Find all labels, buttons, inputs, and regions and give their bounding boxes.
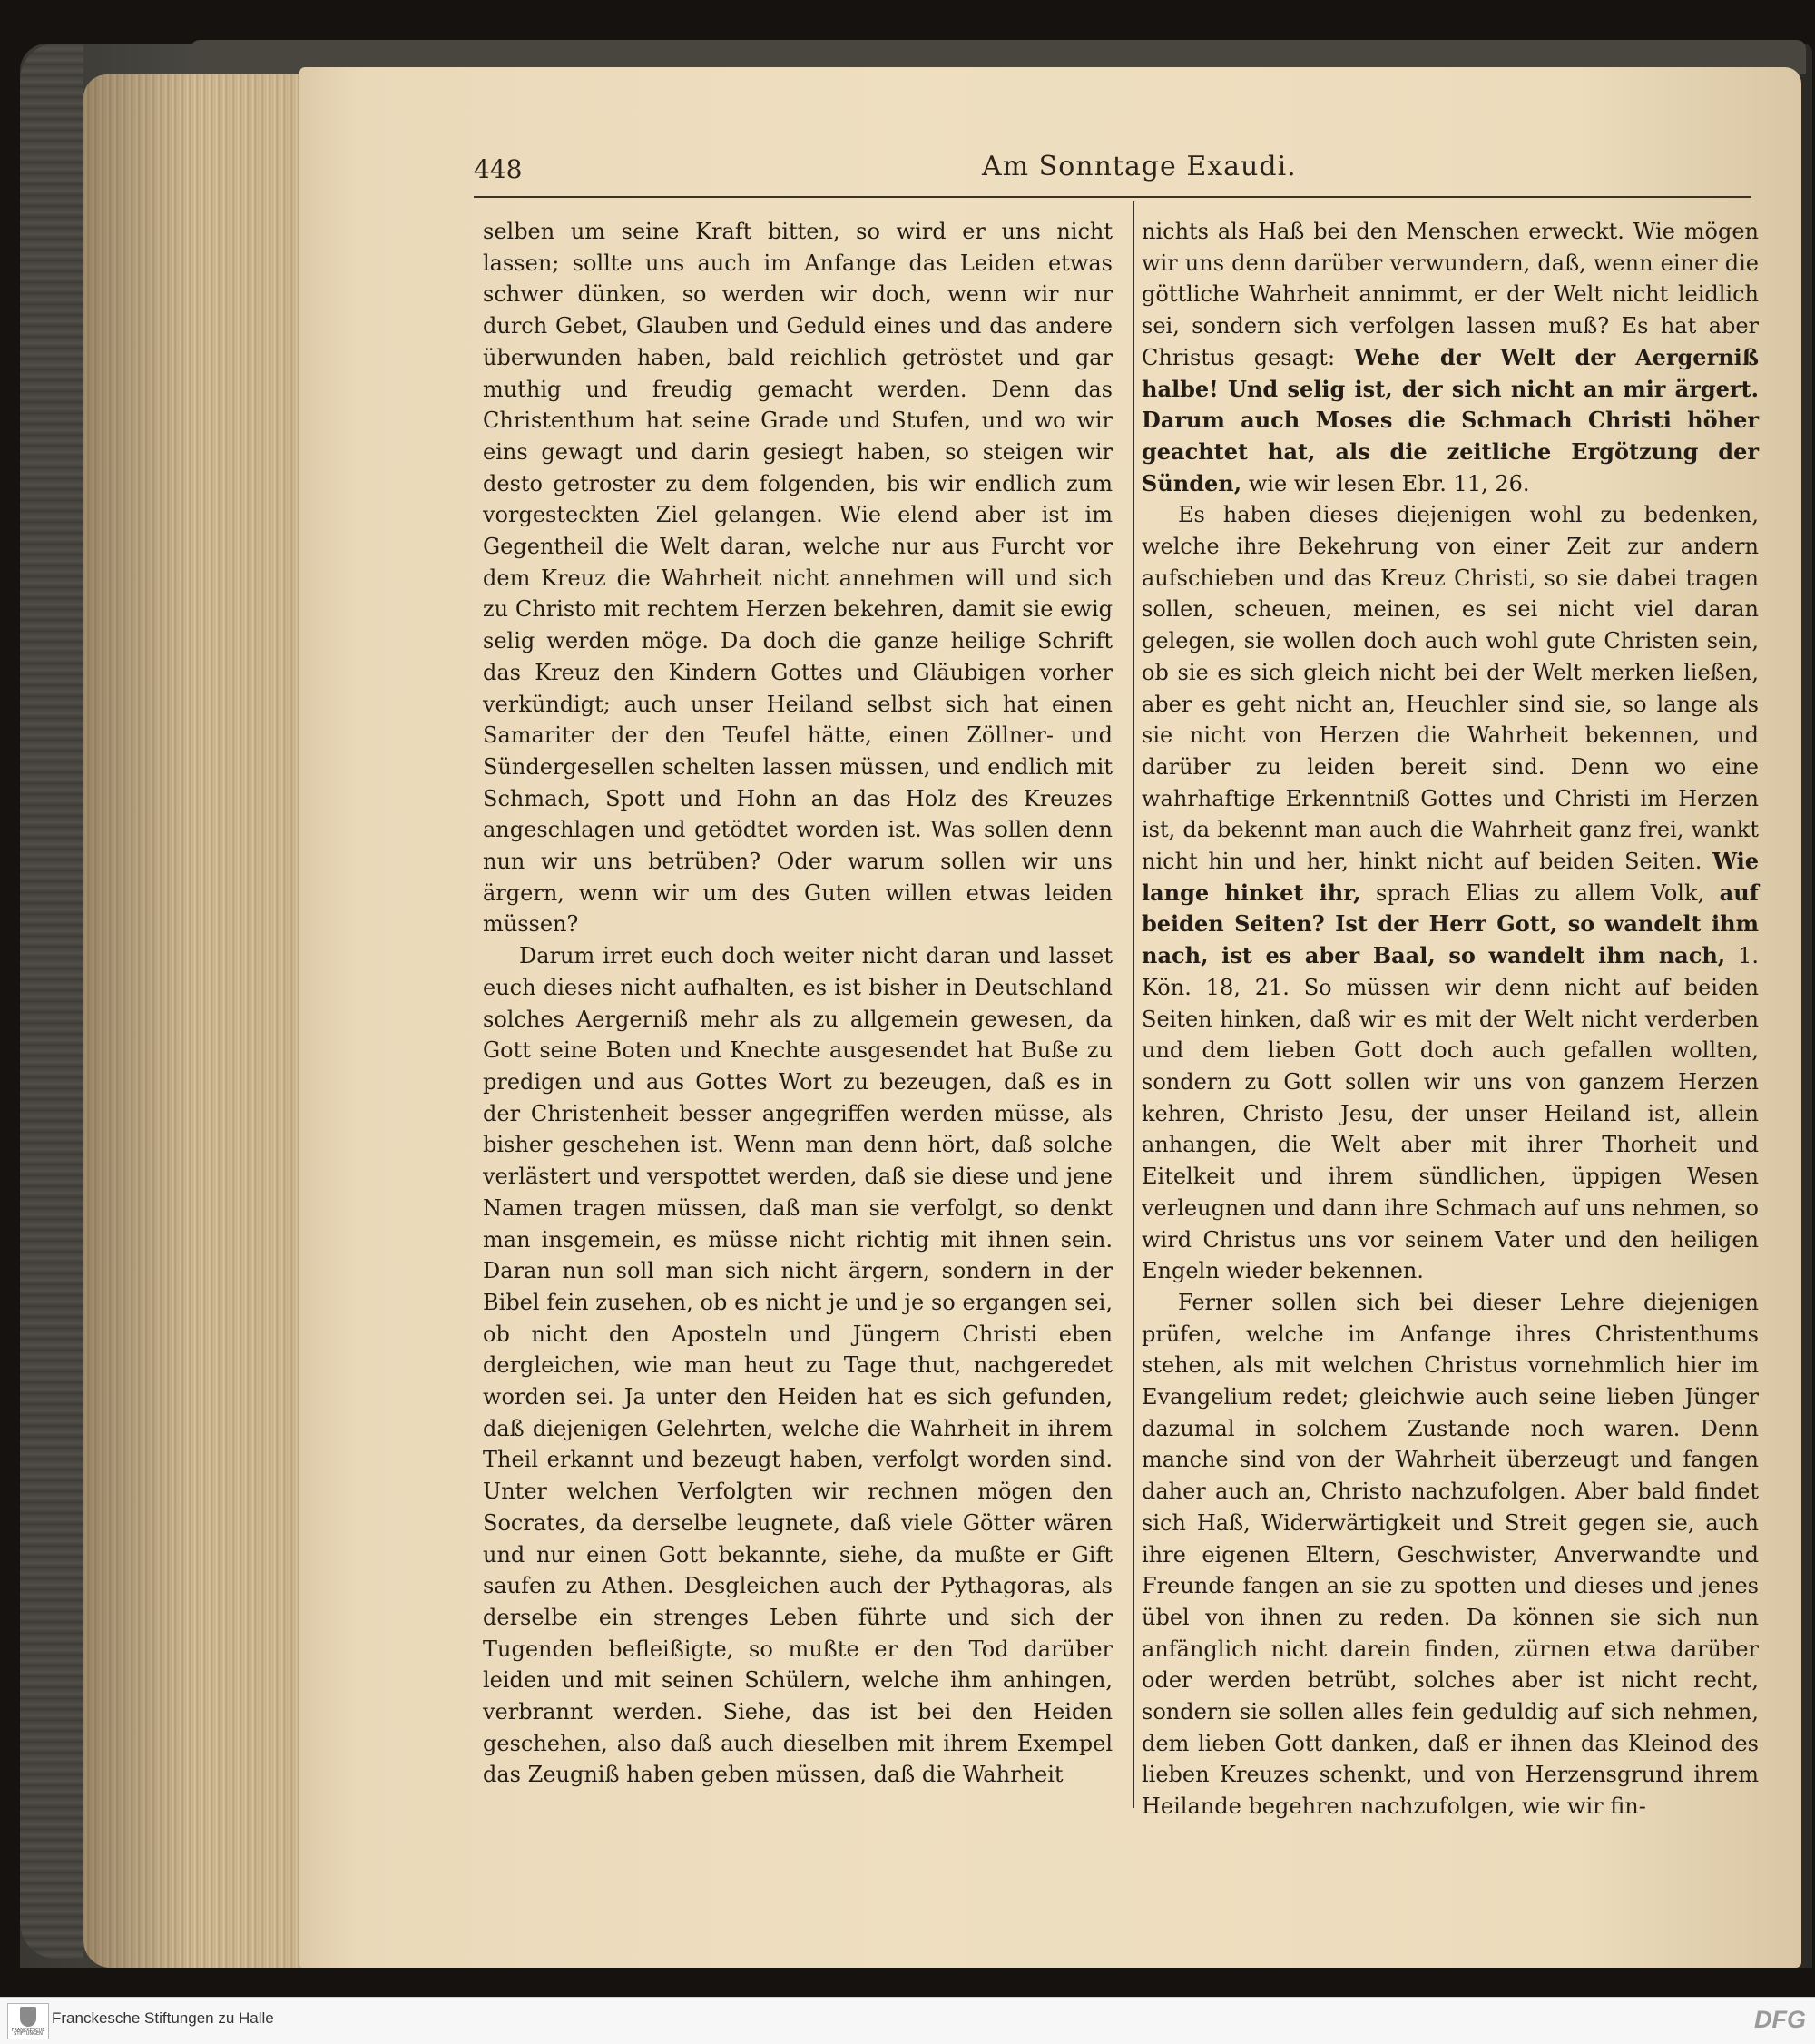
header-rule — [474, 196, 1751, 198]
institution-logo[interactable] — [7, 2003, 49, 2039]
right-text-column — [1142, 216, 1760, 1820]
text-run: nichts als Haß bei den Menschen erweckt. Wie mögen wir uns denn darüber verwundern, daß, wenn einer die göttliche Wahrheit annimmt, er der Welt nicht leidlich sei, sondern sich verfolgen lassen muß? Es hat aber Christus gesagt: — [1142, 219, 1759, 370]
paragraph — [1142, 499, 1759, 1287]
text-run: wie wir lesen Ebr. 11, 26. — [1241, 470, 1530, 496]
emphasized-quote: Wehe der Welt der Aergerniß halbe! Und selig ist, der sich nicht an mir ärgert. Darum auch Moses die Schmach Christi höher geachtet hat, als die zeitliche Ergötzung der Sünden, — [1142, 343, 1760, 496]
dfg-logo[interactable]: DFG — [1754, 2006, 1806, 2033]
page-number: 448 — [474, 154, 523, 184]
emphasized-quote: auf beiden Seiten? Ist der Herr Gott, so wandelt ihm nach, ist es aber Baal, so wandelt ihm nach, — [1142, 879, 1759, 969]
institution-name[interactable]: Franckesche Stiftungen zu Halle — [52, 2010, 274, 2027]
logo-text: FRANCKESCHE STIFTUNGEN — [11, 2028, 45, 2037]
running-head — [474, 151, 1753, 191]
column-divider — [1133, 201, 1134, 1808]
text-run: sprach Elias zu allem Volk, — [1360, 880, 1720, 906]
emphasized-quote: Wie lange hinket ihr, — [1142, 848, 1759, 906]
text-run: Es haben dieses diejenigen wohl zu bedenken, welche ihre Bekehrung von einer Zeit zur andern aufschieben und das Kreuz Christi, so sie dabei tragen sollen, scheuen, meinen, es sei nicht viel daran gelegen, sie wollen doch auch wohl gute Christen sein, ob sie es sich gleich nicht bei der Welt merken ließen, aber es geht nicht an, Heuchler sind sie, so lange als sie nicht von Herzen die Wahrheit bekennen, und darüber zu leiden bereit sind. Denn wo eine wahrhaftige Erkenntniß Gottes und Christi im Herzen ist, da bekennt man auch die Wahrheit ganz frei, wankt nicht hin und her, hinkt nicht auf beiden Seiten. — [1142, 502, 1759, 875]
paragraph: Darum irret euch doch weiter nicht daran und lasset euch dieses nicht aufhalten, es ist bisher in Deutschland solches Aergerniß mehr als zu allgemein gewesen, da Gott seine Boten und Knechte ausgesendet hat Buße zu predigen und aus Gottes Wort zu bezeugen, daß es in der Christenheit besser angegriffen werden müsse, als bisher geschehen ist. Wenn man denn hört, daß solche verlästert und verspottet werden, daß sie diese und jene Namen tragen müssen, daß man sie verfolgt, so denkt man insgemein, es müsse nicht richtig mit ihnen sein. Daran nun soll man sich nicht ärgern, sondern in der Bibel fein zusehen, ob es nicht je und je so ergangen sei, ob nicht den Aposteln und Jüngern Christi eben dergleichen, wie man heut zu Tage thut, nachgeredet worden sei. Ja unter den Heiden hat es sich gefunden, daß diejenigen Gelehrten, welche die Wahrheit in ihrem Theil erkannt und bezeugt haben, verfolgt worden sind. Unter welchen Verfolgten wir rechnen mögen den Socrates, da derselbe leugnete, daß viele Götter wären und nur einen Gott bekannte, siehe, da mußte er Gift saufen zu Athen. Desgleichen auch der Pythagoras, als derselbe ein strenges Leben führte und sich der Tugenden befleißigte, so mußte er den Tod darüber leiden und mit seinen Schülern, welche ihm anhingen, verbrannt werden. Siehe, das ist bei den Heiden geschehen, also daß auch dieselben mit ihrem Exempel das Zeugniß haben geben müssen, daß die Wahrheit — [483, 943, 1113, 1788]
left-text-column — [483, 216, 1113, 1813]
shield-icon — [20, 2007, 36, 2027]
text-run: 1. Kön. 18, 21. So müssen wir denn nicht auf beiden Seiten hinken, daß wir es mit der Welt nicht verderben und dem lieben Gott doch auch gefallen wollten, sondern zu Gott sollen wir uns von ganzem Herzen kehren, Christo Jesu, der unser Heiland ist, allein anhangen, die Welt aber mit ihrer Thorheit und Eitelkeit und ihrem sündlichen, üppigen Wesen verleugnen und dann ihre Schmach auf uns nehmen, so wird Christus uns vor seinem Vater und den heiligen Engeln wieder bekennen. — [1142, 943, 1759, 1284]
paragraph: Ferner sollen sich bei dieser Lehre diejenigen prüfen, welche im Anfange ihres Christenthums stehen, als mit welchen Christus vornehmlich hier im Evangelium redet; gleichwie auch seine lieben Jünger dazumal in solchem Zustande noch waren. Denn manche sind von der Wahrheit überzeugt und fangen daher auch an, Christo nachzufolgen. Aber bald findet sich Haß, Widerwärtigkeit und Streit gegen sie, auch ihre eigenen Eltern, Geschwister, Anverwandte und Freunde fangen an sie zu spotten und dieses und jenes übel von ihnen zu reden. Da können sie sich nun anfänglich nicht darein finden, zürnen etwa darüber oder werden betrübt, solches aber ist nicht recht, sondern sie sollen alles fein geduldig auf sich nehmen, dem lieben Gott danken, daß er ihnen das Kleinod des lieben Kreuzes schenkt, und von Herzensgrund ihrem Heilande begehren nachzufolgen, wie wir fin- — [1142, 1289, 1759, 1820]
paragraph — [1142, 216, 1759, 499]
viewer-footer — [0, 1997, 1815, 2044]
paragraph: selben um seine Kraft bitten, so wird er uns nicht lassen; sollte uns auch im Anfange das Leiden etwas schwer dünken, so werden wir doch, wenn wir nur durch Gebet, Glauben und Geduld eines und das andere überwunden haben, bald reichlich getröstet und gar muthig und freudig gemacht werden. Denn das Christenthum hat seine Grade und Stufen, und wo wir eins gewagt und darin gesiegt haben, so steigen wir desto getroster zu dem folgenden, bis wir endlich zum vorgesteckten Ziel gelangen. Wie elend aber ist im Gegentheil die Welt daran, welche nur aus Furcht vor dem Kreuz die Wahrheit nicht annehmen will und sich zu Christo mit rechtem Herzen bekehren, damit sie ewig selig werden möge. Da doch die ganze heilige Schrift das Kreuz den Kindern Gottes und Gläubigen vorher verkündigt; auch unser Heiland selbst sich hat einen Samariter der den Teufel hätte, einen Zöllner- und Sündergesellen schelten lassen müssen, und endlich mit Schmach, Spott und Hohn an das Holz des Kreuzes angeschlagen und getödtet worden ist. Was sollen denn nun wir uns betrüben? Oder warum sollen wir uns ärgern, wenn wir um des Guten willen etwas leiden müssen? — [483, 219, 1113, 938]
section-title: Am Sonntage Exaudi. — [982, 151, 1297, 182]
book-spine — [20, 44, 83, 1959]
page-edge-shadow — [83, 74, 192, 1968]
